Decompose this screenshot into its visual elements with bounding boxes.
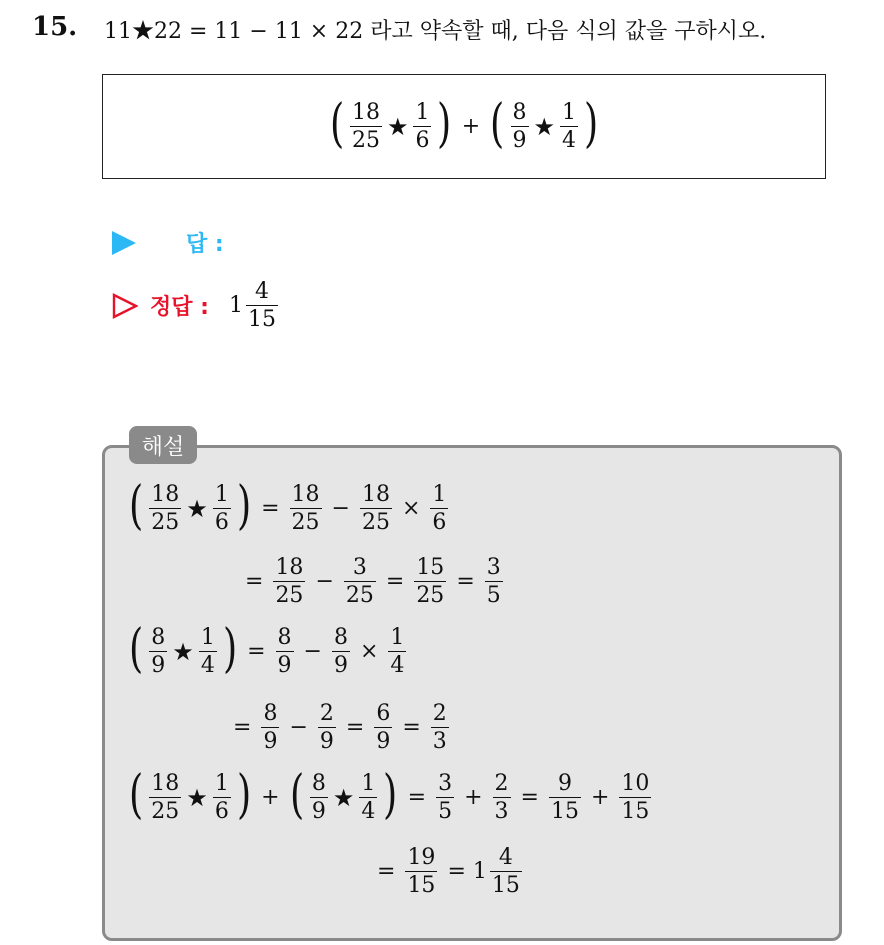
question-text: 11★22 = 11 − 11 × 22 라고 약속할 때, 다음 식의 값을 구하시오. [104, 19, 767, 44]
star-icon: ★ [386, 112, 409, 141]
fraction: $\frac{1}{4}$ [562, 99, 577, 153]
left-paren: ( [329, 93, 344, 154]
star-icon: ★ [332, 783, 355, 812]
question-number: 15. [32, 12, 78, 42]
right-paren: ) [584, 93, 599, 154]
star-icon: ★ [186, 783, 208, 812]
solution-line-2: = $\frac{18}{25}$ − $\frac{3}{25}$ = $\frac{15}{25}$ = $\frac{3}{5}$ [245, 555, 501, 609]
answer-row [112, 227, 224, 258]
left-paren: ( [490, 93, 505, 154]
star-icon: ★ [172, 637, 194, 666]
solution-line-1: ( $\frac{18}{25}$ ★ $\frac{1}{6}$ ) = $\frac{18}{25}$ − $\frac{18}{25}$ × $\frac{1}{6}$ [129, 475, 447, 536]
play-triangle-icon [112, 231, 136, 255]
solution-line-5: ( $\frac{18}{25}$ ★ $\frac{1}{6}$ ) + ( $\frac{8}{9}$ ★ $\frac{1}{4}$ ) = $\frac{3}{5}$ + $\frac{2}{3}$ = $\frac{9}{15}$ + $\frac{10}{15}$ [129, 764, 650, 825]
answer-label: 답 : [186, 232, 224, 257]
correct-answer-label: 정답 : [150, 295, 209, 321]
solution-tag: 해설 [129, 426, 197, 464]
plus-sign: + [461, 114, 481, 139]
correct-answer-value: 1 $\frac{4}{15}$ [228, 279, 276, 333]
star-icon: ★ [533, 112, 556, 141]
star-icon: ★ [186, 494, 208, 523]
right-paren: ) [437, 93, 452, 154]
solution-line-6: = $\frac{19}{15}$ = 1 $\frac{4}{15}$ [377, 845, 520, 899]
fraction: $\frac{8}{9}$ [512, 99, 527, 153]
outline-triangle-icon [112, 293, 138, 319]
solution-line-4: = $\frac{8}{9}$ − $\frac{2}{9}$ = $\frac{6}{9}$ = $\frac{2}{3}$ [233, 701, 447, 755]
solution-line-3: ( $\frac{8}{9}$ ★ $\frac{1}{4}$ ) = $\frac{8}{9}$ − $\frac{8}{9}$ × $\frac{1}{4}$ [129, 618, 405, 679]
fraction: $\frac{1}{6}$ [415, 99, 430, 153]
correct-answer-row [112, 280, 281, 331]
fraction: $\frac{18}{25}$ [351, 99, 380, 153]
problem-box [102, 74, 826, 179]
problem-expression [327, 93, 602, 154]
